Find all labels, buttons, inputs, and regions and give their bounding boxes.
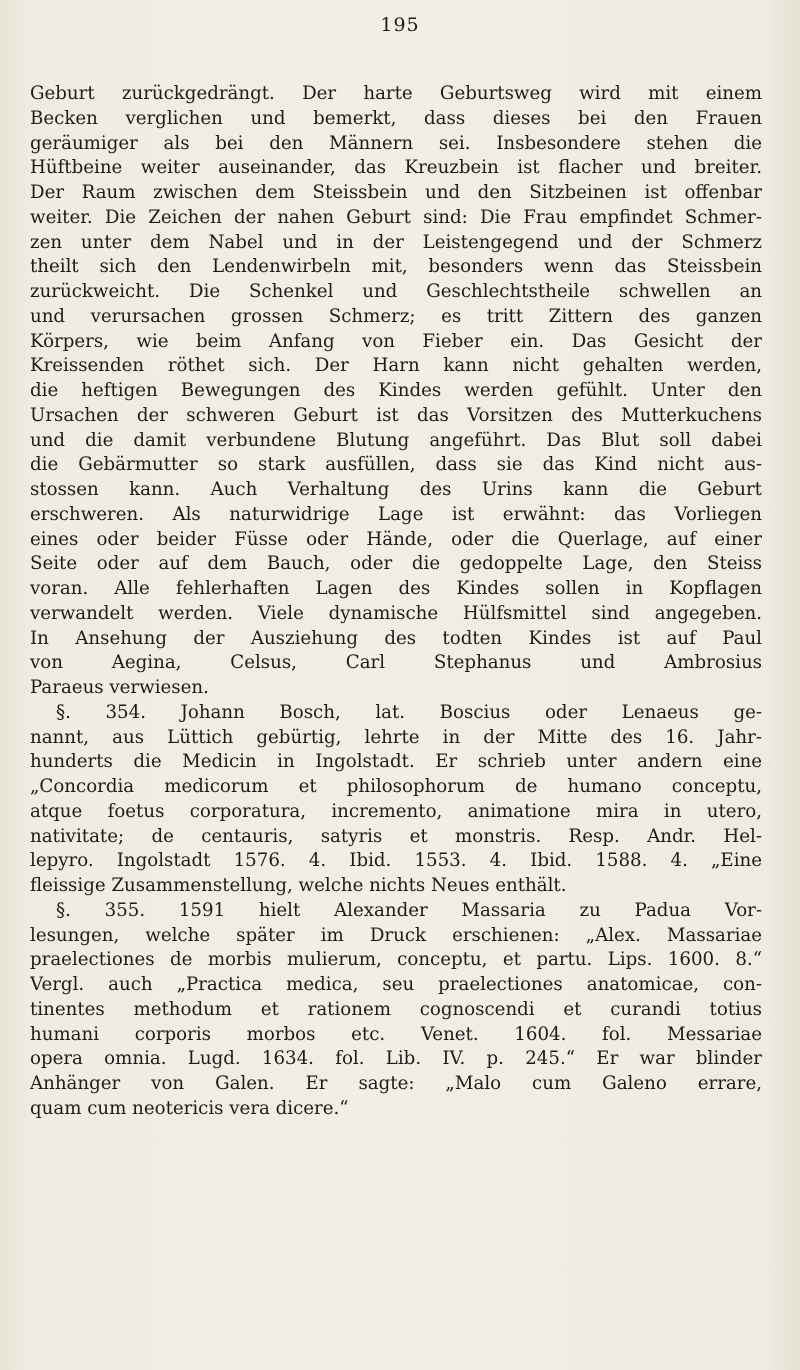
text-line: „Concordia medicorum et philosophorum de humano conceptu,	[30, 776, 762, 797]
text-line: die heftigen Bewegungen des Kindes werden gefühlt. Unter den	[30, 380, 762, 401]
text-line: tinentes methodum et rationem cognoscendi et curandi totius	[30, 998, 762, 1020]
text-line: erschweren. Als naturwidrige Lage ist erwähnt: das Vorliegen	[30, 503, 762, 525]
text-line: zen unter dem Nabel und in der Leistengegend und der Schmerz	[30, 231, 762, 253]
text-line: Becken verglichen und bemerkt, dass dieses bei den Frauen	[30, 107, 762, 129]
text-line: und die damit verbundene Blutung angeführt. Das Blut soll dabei	[30, 429, 762, 451]
text-line: Seite oder auf dem Bauch, oder die gedoppelte Lage, den Steiss	[30, 553, 762, 575]
text-line: Der Raum zwischen dem Steissbein und den Sitzbeinen ist offenbar	[30, 182, 762, 203]
text-line: die Gebärmutter so stark ausfüllen, dass sie das Kind nicht aus-	[30, 454, 762, 476]
text-line: lepyro. Ingolstadt 1576. 4. Ibid. 1553. 4. Ibid. 1588. 4. „Eine	[30, 850, 762, 872]
text-line: weiter. Die Zeichen der nahen Geburt sind: Die Frau empfindet Schmer-	[30, 206, 762, 228]
text-line: Geburt zurückgedrängt. Der harte Geburtsweg wird mit einem	[30, 83, 762, 104]
body-text	[30, 82, 762, 1122]
text-line: eines oder beider Füsse oder Hände, oder die Querlage, auf einer	[30, 528, 762, 550]
text-line: Paraeus verwiesen.	[30, 677, 209, 698]
text-line: Vergl. auch „Practica medica, seu praelectiones anatomicae, con-	[30, 974, 762, 995]
text-line: Hüftbeine weiter auseinander, das Kreuzbein ist flacher und breiter.	[30, 157, 762, 179]
page-number: 195	[380, 14, 420, 36]
text-line: zurückweicht. Die Schenkel und Geschlechtstheile schwellen an	[30, 281, 762, 302]
text-line: humani corporis morbos etc. Venet. 1604. fol. Messariae	[30, 1023, 762, 1045]
text-line: Anhänger von Galen. Er sagte: „Malo cum Galeno errare,	[30, 1073, 762, 1094]
text-line: theilt sich den Lendenwirbeln mit, besonders wenn das Steissbein	[30, 256, 762, 278]
text-line: lesungen, welche später im Druck erschienen: „Alex. Massariae	[30, 924, 762, 946]
text-line: opera omnia. Lugd. 1634. fol. Lib. IV. p. 245.“ Er war blinder	[30, 1048, 762, 1070]
text-line: verwandelt werden. Viele dynamische Hülfsmittel sind angegeben.	[30, 602, 762, 624]
section-354-start: §. 354. Johann Bosch, lat. Boscius oder Lenaeus ge-	[56, 701, 762, 723]
text-line: fleissige Zusammenstellung, welche nichts Neues enthält.	[30, 875, 567, 896]
text-line: praelectiones de morbis mulierum, conceptu, et partu. Lips. 1600. 8.“	[30, 949, 762, 971]
section-355-start: §. 355. 1591 hielt Alexander Massaria zu Padua Vor-	[56, 899, 762, 921]
text-line: Ursachen der schweren Geburt ist das Vorsitzen des Mutterkuchens	[30, 404, 762, 426]
text-line: atque foetus corporatura, incremento, animatione mira in utero,	[30, 800, 762, 822]
text-line: und verursachen grossen Schmerz; es tritt Zittern des ganzen	[30, 305, 762, 327]
text-line: von Aegina, Celsus, Carl Stephanus und Ambrosius	[30, 652, 762, 674]
text-line: voran. Alle fehlerhaften Lagen des Kindes sollen in Kopflagen	[30, 578, 762, 599]
text-line: Kreissenden röthet sich. Der Harn kann nicht gehalten werden,	[30, 355, 762, 377]
text-line: quam cum neotericis vera dicere.“	[30, 1097, 349, 1119]
text-line: In Ansehung der Ausziehung des todten Kindes ist auf Paul	[30, 627, 762, 649]
text-line: nativitate; de centauris, satyris et monstris. Resp. Andr. Hel-	[30, 825, 762, 847]
text-line: hunderts die Medicin in Ingolstadt. Er schrieb unter andern eine	[30, 751, 762, 773]
text-line: stossen kann. Auch Verhaltung des Urins kann die Geburt	[30, 479, 762, 500]
text-line: geräumiger als bei den Männern sei. Insbesondere stehen die	[30, 132, 762, 154]
text-line: nannt, aus Lüttich gebürtig, lehrte in der Mitte des 16. Jahr-	[30, 726, 762, 748]
text-line: Körpers, wie beim Anfang von Fieber ein. Das Gesicht der	[30, 330, 762, 352]
